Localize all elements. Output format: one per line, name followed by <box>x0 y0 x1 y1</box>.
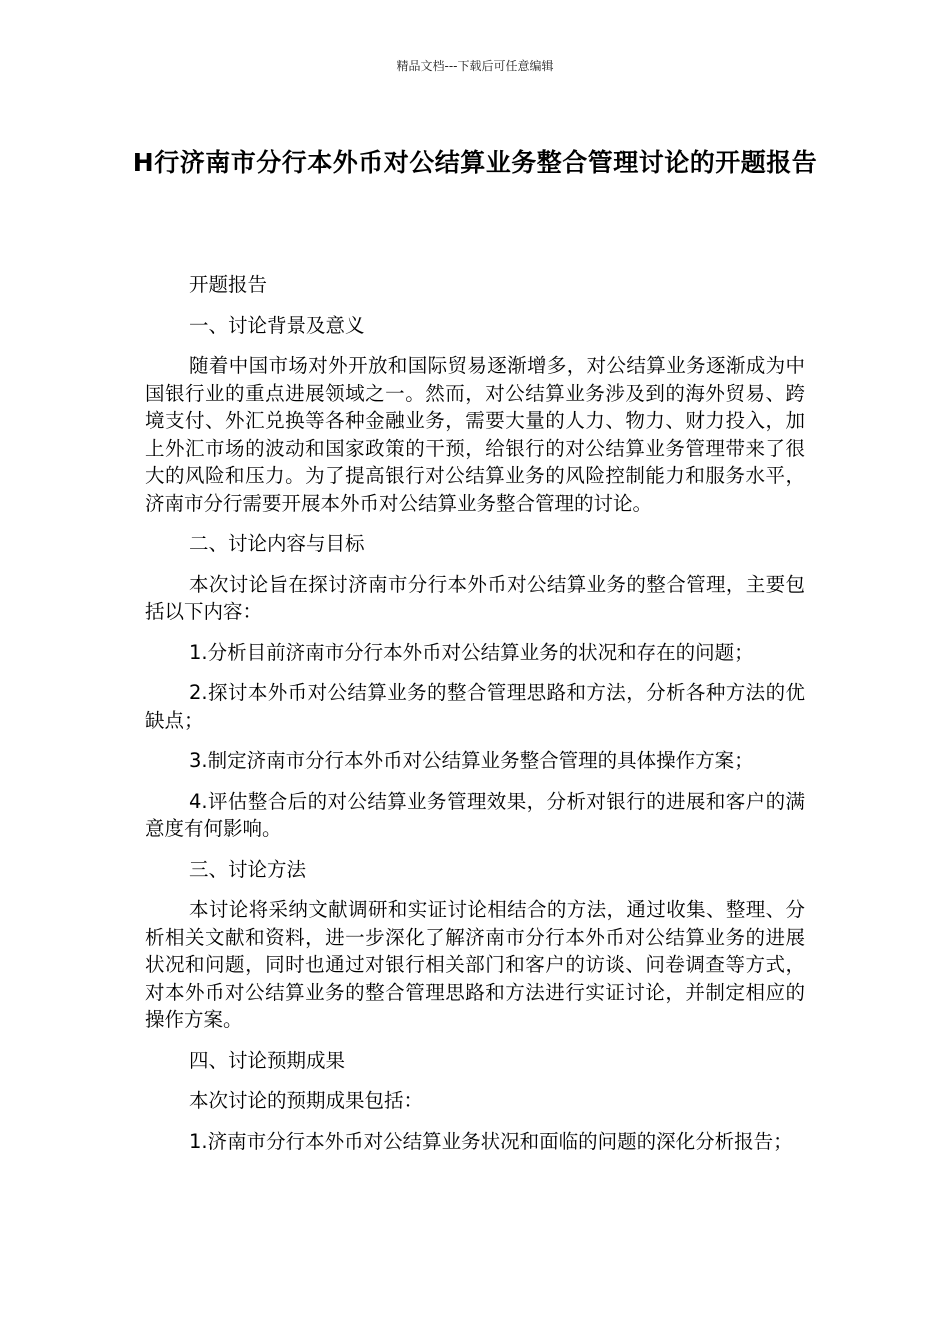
paragraph-methods: 本讨论将采纳文献调研和实证讨论相结合的方法，通过收集、整理、分析相关文献和资料，进一步深化了解济南市分行本外币对公结算业务的进展状况和问题，同时也通过对银行相关部门和客户的访谈、问卷调查等方式，对本外币对公结算业务的整合管理思路和方法进行实证讨论，并制定相应的操作方案。 <box>145 898 805 1031</box>
heading-methods: 三、讨论方法 <box>189 857 307 881</box>
list-item-2: 2.探讨本外币对公结算业务的整合管理思路和方法，分析各种方法的优缺点； <box>145 681 805 732</box>
paragraph-content-intro: 本次讨论旨在探讨济南市分行本外币对公结算业务的整合管理，主要包括以下内容： <box>145 572 805 623</box>
heading-content-goals: 二、讨论内容与目标 <box>189 532 365 555</box>
list-item-1: 1.分析目前济南市分行本外币对公结算业务的状况和存在的问题； <box>189 640 754 664</box>
document-title: H行济南市分行本外币对公结算业务整合管理讨论的开题报告 <box>132 148 818 177</box>
paragraph-results-intro: 本次讨论的预期成果包括： <box>189 1089 424 1112</box>
heading-expected-results: 四、讨论预期成果 <box>189 1048 346 1072</box>
list-item-4: 4.评估整合后的对公结算业务管理效果，分析对银行的进展和客户的满意度有何影响。 <box>145 789 805 840</box>
results-item-1: 1.济南市分行本外币对公结算业务状况和面临的问题的深化分析报告； <box>189 1129 793 1153</box>
heading-background: 一、讨论背景及意义 <box>189 313 365 337</box>
list-item-3: 3.制定济南市分行本外币对公结算业务整合管理的具体操作方案； <box>189 749 754 772</box>
page-header-note: 精品文档---下载后可任意编辑 <box>396 59 554 73</box>
paragraph-background: 随着中国市场对外开放和国际贸易逐渐增多，对公结算业务逐渐成为中国银行业的重点进展领域之一。然而，对公结算业务涉及到的海外贸易、跨境支付、外汇兑换等各种金融业务，需要大量的人力、物力、财力投入，加上外汇市场的波动和国家政策的干预，给银行的对公结算业务管理带来了很大的风险和压力。为了提高银行对公结算业务的风险控制能力和服务水平，济南市分行需要开展本外币对公结算业务整合管理的讨论。 <box>145 354 805 515</box>
section-label-proposal: 开题报告 <box>189 273 268 296</box>
document-body <box>145 271 805 1168</box>
